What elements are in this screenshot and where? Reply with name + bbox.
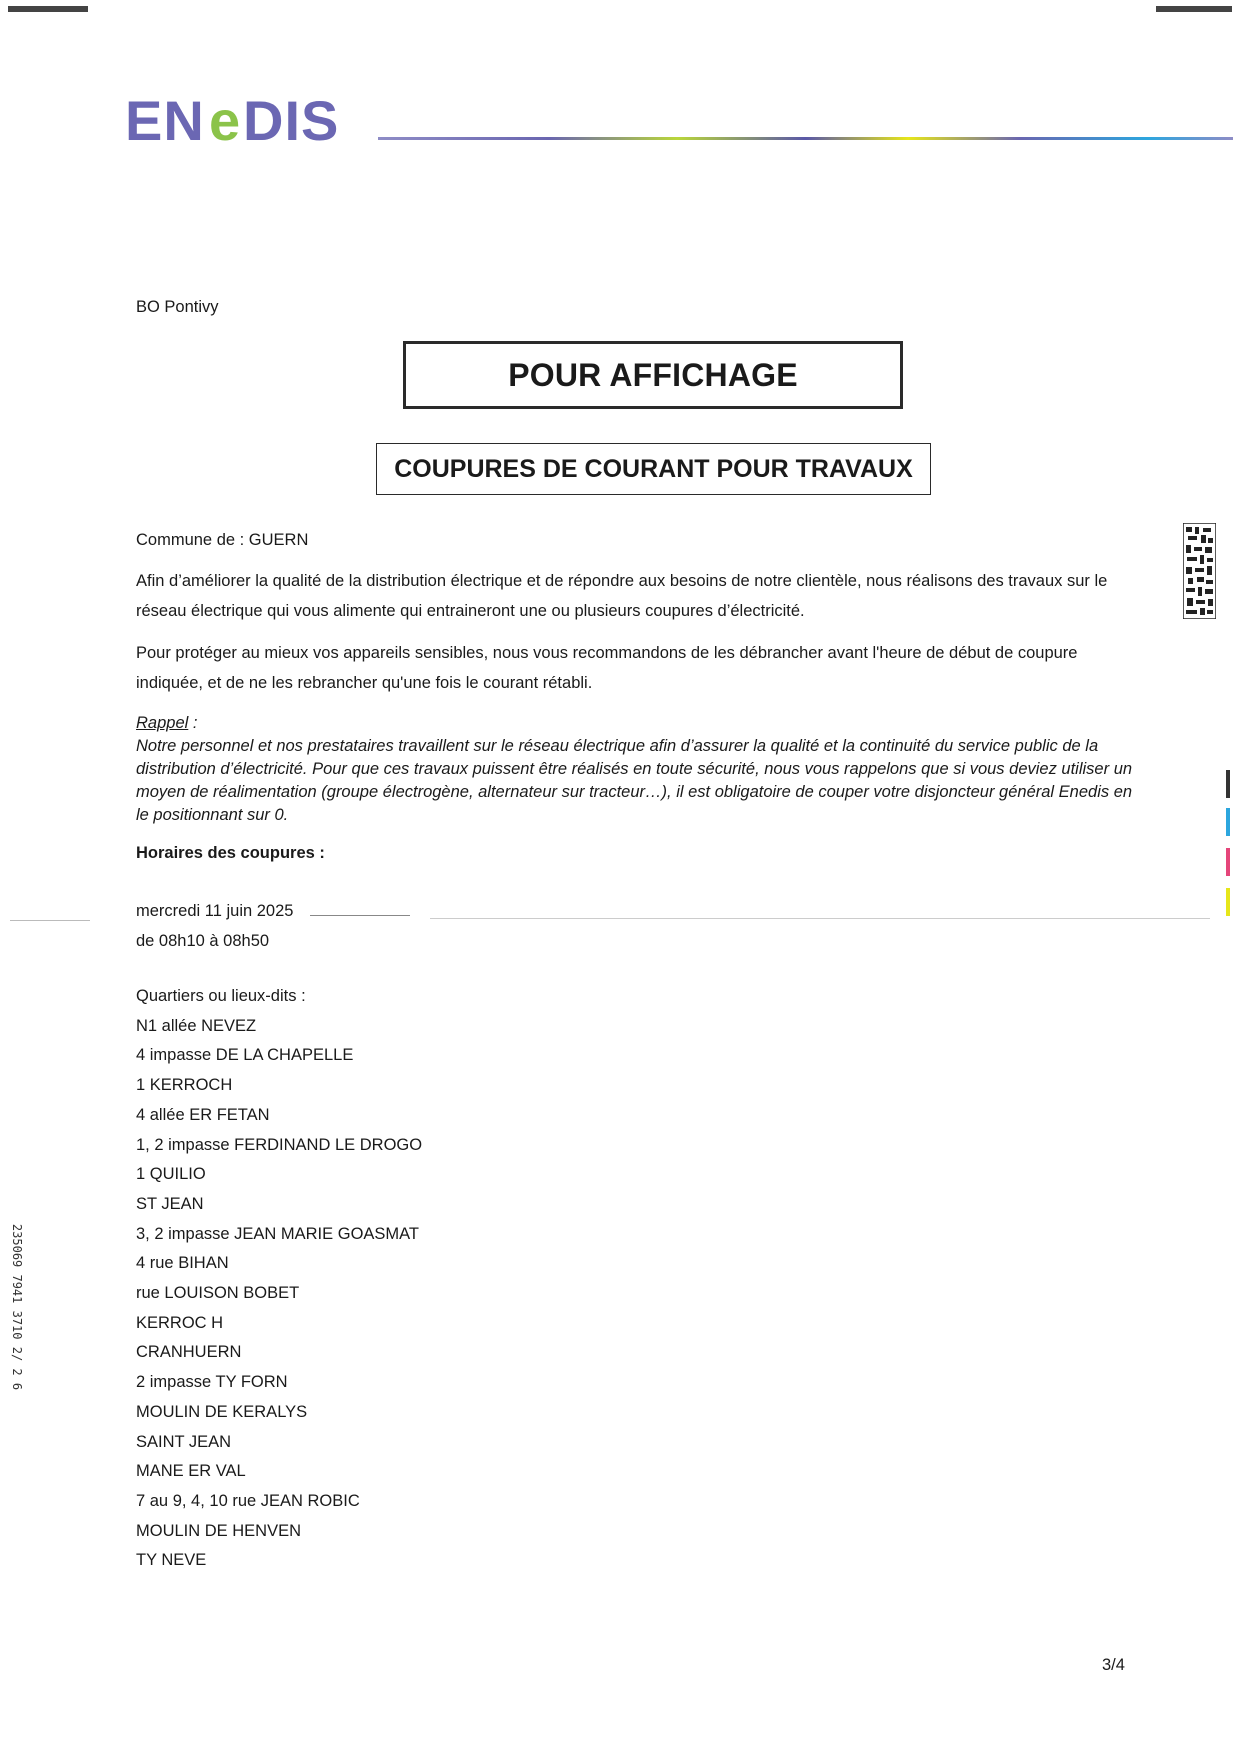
- scan-line: [310, 915, 410, 916]
- commune: Commune de : GUERN: [136, 531, 309, 549]
- scan-mark-left: [8, 6, 88, 12]
- list-item: 3, 2 impasse JEAN MARIE GOASMAT: [136, 1224, 420, 1243]
- subtitle-box: [376, 443, 931, 495]
- svg-text:e: e: [209, 90, 241, 150]
- print-mark-cyan: [1226, 808, 1230, 836]
- list-item: 1 QUILIO: [136, 1165, 206, 1184]
- list-item: 1, 2 impasse FERDINAND LE DROGO: [136, 1135, 423, 1154]
- list-item: ST JEAN: [136, 1194, 204, 1213]
- page-subtitle: COUPURES DE COURANT POUR TRAVAUX: [394, 454, 913, 483]
- list-item: MOULIN DE KERALYS: [136, 1402, 308, 1421]
- rappel-label: Rappel: [136, 714, 189, 732]
- side-code: 235069 7941 3710 2/ 2 6: [10, 1223, 25, 1391]
- list-item: SAINT JEAN: [136, 1432, 232, 1451]
- datamatrix-code-icon: [1183, 523, 1216, 619]
- list-item: N1 allée NEVEZ: [136, 1016, 257, 1035]
- rappel-block: Rappel : Notre personnel et nos prestataires travaillent sur le réseau électrique afin d’assurer la qualité et la continuité du service public de la distribution d’électricité. Pour que ces travaux puissent être réalisés en toute sécurité, nous vous rappelons que si vous deviez utiliser un moyen de réalimentation (groupe électrogène, alternateur sur tracteur…), il est obligatoire de couper votre disjoncteur général Enedis en le positionnant sur 0.: [136, 712, 1136, 827]
- list-item: TY NEVE: [136, 1551, 207, 1570]
- list-item: MANE ER VAL: [136, 1462, 246, 1481]
- cut-time-range: de 08h10 à 08h50: [136, 932, 270, 950]
- list-item: 1 KERROCH: [136, 1076, 233, 1095]
- logo-rule: [378, 137, 1233, 140]
- lieux-heading: Quartiers ou lieux-dits :: [136, 987, 306, 1005]
- horaires-heading: Horaires des coupures :: [136, 844, 325, 862]
- scan-line: [430, 918, 1210, 919]
- print-mark-yellow: [1226, 888, 1230, 916]
- rappel-text: Notre personnel et nos prestataires travaillent sur le réseau électrique afin d’assurer la qualité et la continuité du service public de la distribution d’électricité. Pour que ces travaux puissent être réalisés en toute sécurité, nous vous rappelons que si vous deviez utiliser un moyen de réalimentation (groupe électrogène, alternateur sur tracteur…), il est obligatoire de couper votre disjoncteur général Enedis en le positionnant sur 0.: [136, 737, 1133, 824]
- paragraph-intro: Afin d’améliorer la qualité de la distribution électrique et de répondre aux besoins de notre clientèle, nous réalisons des travaux sur le réseau électrique qui vous alimente qui entraineront une ou plusieurs coupures d’électricité.: [136, 572, 1108, 620]
- sender: BO Pontivy: [136, 298, 219, 316]
- paragraph-advice: Pour protéger au mieux vos appareils sensibles, nous vous recommandons de les débrancher avant l'heure de début de coupure indiquée, et de ne les rebrancher qu'une fois le courant rétabli.: [136, 644, 1078, 692]
- list-item: 7 au 9, 4, 10 rue JEAN ROBIC: [136, 1491, 360, 1510]
- page-title: POUR AFFICHAGE: [508, 356, 798, 393]
- svg-text:DIS: DIS: [243, 90, 340, 150]
- list-item: 4 impasse DE LA CHAPELLE: [136, 1046, 354, 1065]
- list-item: rue LOUISON BOBET: [136, 1284, 300, 1303]
- svg-text:EN: EN: [125, 90, 205, 150]
- enedis-logo: [125, 90, 365, 150]
- list-item: 4 rue BIHAN: [136, 1254, 229, 1273]
- print-mark-magenta: [1226, 848, 1230, 876]
- scan-line: [10, 920, 90, 921]
- print-mark-black: [1226, 770, 1230, 798]
- lieux-list: [136, 982, 422, 1576]
- cut-date: mercredi 11 juin 2025: [136, 902, 294, 920]
- list-item: KERROC H: [136, 1313, 224, 1332]
- scan-mark-right: [1156, 6, 1232, 12]
- list-item: 4 allée ER FETAN: [136, 1105, 270, 1124]
- list-item: 2 impasse TY FORN: [136, 1373, 288, 1392]
- list-item: CRANHUERN: [136, 1343, 242, 1362]
- page-number: 3/4: [1102, 1656, 1125, 1674]
- title-box: [403, 341, 903, 409]
- list-item: MOULIN DE HENVEN: [136, 1521, 302, 1540]
